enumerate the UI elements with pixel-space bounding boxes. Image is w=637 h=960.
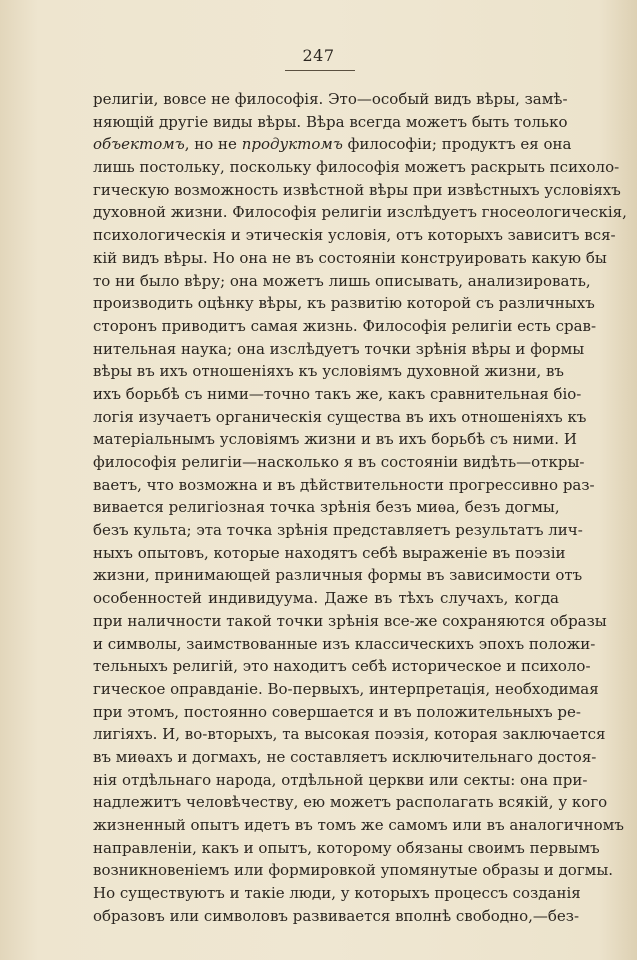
text-run: особенностей индивидуума. Даже въ тѣхъ случахъ, когда xyxy=(93,589,559,608)
text-line xyxy=(93,905,580,928)
text-run: философіи; продуктъ ея она xyxy=(342,135,572,154)
text-run: психологическія и этическія условія, отъ которыхъ зависитъ вся- xyxy=(93,226,616,245)
text-run: няющій другіе виды вѣры. Вѣра всегда можетъ быть только xyxy=(93,112,568,131)
text-run: вивается религіозная точка зрѣнія безъ миѳа, безъ догмы, xyxy=(93,498,560,517)
text-run: въ миѳахъ и догмахъ, не составляетъ исключительнаго достоя- xyxy=(93,747,597,766)
text-line xyxy=(93,882,581,905)
text-line xyxy=(93,519,583,542)
text-run: жизненный опытъ идетъ въ томъ же самомъ или въ аналогичномъ xyxy=(93,816,624,834)
page-number: 247 xyxy=(302,46,335,65)
text-line xyxy=(93,859,614,882)
text-run: надлежитъ человѣчеству, ею можетъ располагать всякій, у кого xyxy=(93,793,608,812)
text-run: жизни, принимающей различныя формы въ зависимости отъ xyxy=(93,566,583,585)
text-run: при наличности такой точки зрѣнія все-же сохраняются образы xyxy=(93,611,607,630)
text-line xyxy=(93,360,564,383)
text-line xyxy=(93,88,568,111)
text-line xyxy=(93,564,583,587)
text-line xyxy=(93,496,559,519)
text-run: возникновеніемъ или формировкой упомянутые образы и догмы. xyxy=(93,861,614,880)
header-rule xyxy=(285,70,355,71)
text-run: сторонъ приводитъ самая жизнь. Философія религіи есть срав- xyxy=(93,316,597,335)
text-run: при этомъ, постоянно совершается и въ положительныхъ ре- xyxy=(93,702,581,721)
text-run: духовной жизни. Философія религіи изслѣдуетъ гносеологическія, xyxy=(93,203,627,222)
text-run: философія религіи—насколько я въ состояніи видѣть—откры- xyxy=(93,453,585,471)
text-run: нительная наука; она изслѣдуетъ точки зрѣнія вѣры и формы xyxy=(93,339,585,358)
text-line xyxy=(93,587,559,610)
text-line xyxy=(93,769,588,792)
text-run: , но не xyxy=(184,135,242,154)
text-run: и символы, заимствованные изъ классическихъ эпохъ положи- xyxy=(93,634,596,653)
text-line xyxy=(93,542,566,565)
text-run: вѣры въ ихъ отношеніяхъ къ условіямъ духовной жизни, въ xyxy=(93,362,564,381)
text-line xyxy=(93,610,607,633)
text-line xyxy=(93,746,597,769)
text-line xyxy=(93,224,616,247)
text-line xyxy=(93,474,595,497)
text-line xyxy=(93,791,608,814)
text-line xyxy=(93,156,620,179)
text-line xyxy=(93,338,585,361)
text-line xyxy=(93,179,621,202)
text-run: безъ культа; эта точка зрѣнія представляетъ результатъ лич- xyxy=(93,521,583,540)
text-run: религіи, вовсе не философія. Это—особый видъ вѣры, замѣ- xyxy=(93,90,568,108)
text-run: ихъ борьбѣ съ ними—точно такъ же, какъ сравнительная біо- xyxy=(93,384,582,403)
text-line xyxy=(93,701,581,724)
italic-term: продуктомъ xyxy=(241,135,343,154)
text-run: направленіи, какъ и опытъ, которому обязаны своимъ первымъ xyxy=(93,838,600,857)
text-line xyxy=(93,814,624,837)
text-run: гическую возможность извѣстной вѣры при извѣстныхъ условіяхъ xyxy=(93,180,621,199)
text-line xyxy=(93,383,582,406)
text-line xyxy=(93,837,600,860)
text-line xyxy=(93,201,627,224)
text-line xyxy=(93,428,577,451)
text-line xyxy=(93,133,572,156)
text-run: нія отдѣльнаго народа, отдѣльной церкви или секты: она при- xyxy=(93,770,588,789)
text-line xyxy=(93,270,591,293)
text-line xyxy=(93,292,595,315)
text-run: тельныхъ религій, это находитъ себѣ историческое и психоло- xyxy=(93,657,591,676)
text-line xyxy=(93,247,607,270)
text-line xyxy=(93,451,585,474)
text-run: лигіяхъ. И, во-вторыхъ, та высокая поэзія, которая заключается xyxy=(93,725,606,744)
text-run: Но существуютъ и такіе люди, у которыхъ процессъ созданія xyxy=(93,884,581,903)
italic-term: объектомъ xyxy=(93,135,185,154)
text-run: кій видъ вѣры. Но она не въ состояніи конструировать какую бы xyxy=(93,248,607,267)
text-run: логія изучаетъ органическія существа въ ихъ отношеніяхъ къ xyxy=(93,407,587,426)
text-line xyxy=(93,406,587,429)
text-run: матеріальнымъ условіямъ жизни и въ ихъ борьбѣ съ ними. И xyxy=(93,430,577,449)
text-line xyxy=(93,315,597,338)
text-run: ныхъ опытовъ, которые находятъ себѣ выраженіе въ поэзіи xyxy=(93,543,566,562)
text-run: образовъ или символовъ развивается вполнѣ свободно,—без- xyxy=(93,906,580,925)
text-run: лишь постольку, поскольку философія можетъ раскрыть психоло- xyxy=(93,158,620,177)
text-line xyxy=(93,678,599,701)
text-run: гическое оправданіе. Во-первыхъ, интерпретація, необходимая xyxy=(93,679,599,698)
text-run: производить оцѣнку вѣры, къ развитію которой съ различныхъ xyxy=(93,294,595,313)
text-line xyxy=(93,111,568,134)
text-run: ваетъ, что возможна и въ дѣйствительности прогрессивно раз- xyxy=(93,475,595,494)
text-line xyxy=(93,633,596,656)
body-text xyxy=(93,88,627,927)
text-run: то ни было вѣру; она можетъ лишь описывать, анализировать, xyxy=(93,271,591,290)
text-line xyxy=(93,655,591,678)
text-line xyxy=(93,723,606,746)
